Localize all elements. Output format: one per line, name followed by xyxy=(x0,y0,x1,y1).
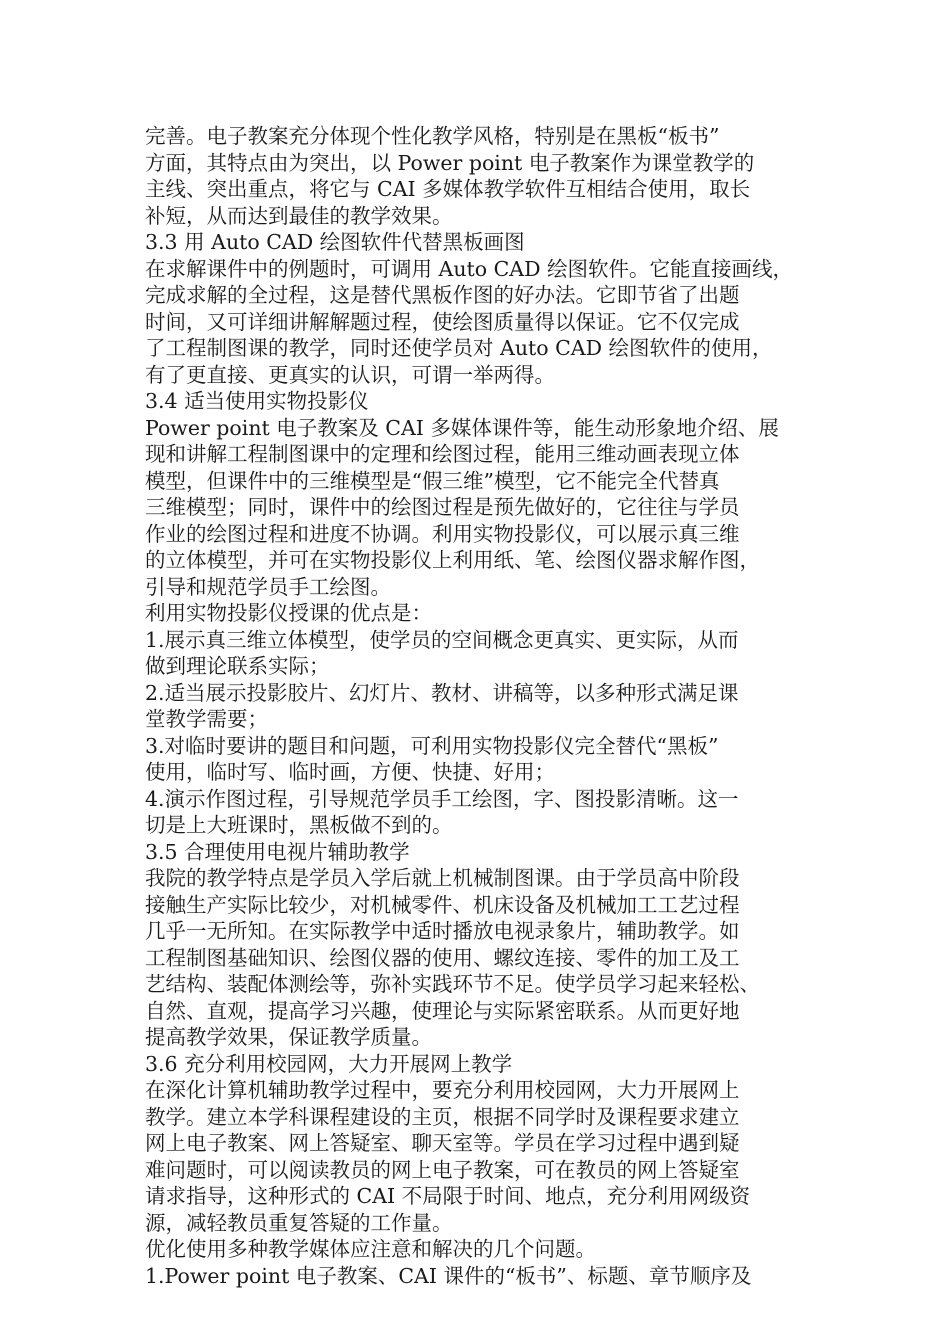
text-line: 源，减轻教员重复答疑的工作量。 xyxy=(145,1210,453,1235)
list-item: 1.展示真三维立体模型，使学员的空间概念更真实、更实际，从而 xyxy=(145,627,739,652)
text-line: 主线、突出重点，将它与 CAI 多媒体教学软件互相结合使用，取长 xyxy=(145,177,751,201)
text-line: 在深化计算机辅助教学过程中，要充分利用校园网，大力开展网上 xyxy=(145,1078,740,1102)
text-line: 在求解课件中的例题时，可调用 Auto CAD 绘图软件。它能直接画线， xyxy=(145,256,794,281)
text-line: 作业的绘图过程和进度不协调。利用实物投影仪，可以展示真三维 xyxy=(145,521,740,546)
text-line: 完成求解的全过程，这是替代黑板作图的好办法。它即节省了出题 xyxy=(145,283,740,307)
text-line: 模型，但课件中的三维模型是“假三维”模型，它不能完全代替真 xyxy=(145,468,720,493)
text-line: 工程制图基础知识、绘图仪器的使用、螺纹连接、零件的加工及工 xyxy=(145,945,740,970)
text-line: 请求指导，这种形式的 CAI 不局限于时间、地点，充分利用网级资 xyxy=(145,1184,751,1208)
text-line: Power point 电子教案及 CAI 多媒体课件等，能生动形象地介绍、展 xyxy=(145,415,779,440)
document-body xyxy=(145,123,817,1289)
text-line: 时间，又可详细讲解解题过程，使绘图质量得以保证。它不仅完成 xyxy=(145,309,740,334)
section-heading: 3.5 合理使用电视片辅助教学 xyxy=(145,839,410,864)
text-line: 做到理论联系实际； xyxy=(145,654,330,678)
text-line: 利用实物投影仪授课的优点是： xyxy=(145,601,432,625)
section-heading: 3.6 充分利用校园网，大力开展网上教学 xyxy=(145,1051,513,1076)
text-line: 接触生产实际比较少，对机械零件、机床设备及机械加工工艺过程 xyxy=(145,892,740,917)
text-line: 使用，临时写、临时画，方便、快捷、好用； xyxy=(145,760,555,784)
text-line: 艺结构、装配体测绘等，弥补实践环节不足。使学员学习起来轻松、 xyxy=(145,972,760,996)
text-line: 引导和规范学员手工绘图。 xyxy=(145,574,391,599)
text-line: 方面，其特点由为突出，以 Power point 电子教案作为课堂教学的 xyxy=(145,150,755,175)
list-item: 1.Power point 电子教案、CAI 课件的“板书”、标题、章节顺序及 xyxy=(145,1263,752,1288)
text-line: 自然、直观，提高学习兴趣，使理论与实际紧密联系。从而更好地 xyxy=(145,998,740,1023)
section-heading: 3.4 适当使用实物投影仪 xyxy=(145,389,369,413)
text-line: 补短，从而达到最佳的教学效果。 xyxy=(145,203,453,228)
text-line: 三维模型；同时，课件中的绘图过程是预先做好的，它往往与学员 xyxy=(145,495,740,519)
list-item: 4.演示作图过程，引导规范学员手工绘图，字、图投影清晰。这一 xyxy=(145,786,739,811)
section-heading: 3.3 用 Auto CAD 绘图软件代替黑板画图 xyxy=(145,230,525,254)
text-line: 了工程制图课的教学，同时还使学员对 Auto CAD 绘图软件的使用， xyxy=(145,336,773,360)
text-line: 堂教学需要； xyxy=(145,707,268,731)
text-line: 切是上大班课时，黑板做不到的。 xyxy=(145,813,453,837)
text-line: 现和讲解工程制图课中的定理和绘图过程，能用三维动画表现立体 xyxy=(145,442,740,466)
text-line: 的立体模型，并可在实物投影仪上利用纸、笔、绘图仪器求解作图， xyxy=(145,548,760,572)
text-line: 有了更直接、更真实的认识，可谓一举两得。 xyxy=(145,362,555,387)
text-line: 优化使用多种教学媒体应注意和解决的几个问题。 xyxy=(145,1237,596,1261)
text-line: 难问题时，可以阅读教员的网上电子教案，可在教员的网上答疑室 xyxy=(145,1157,740,1182)
text-line: 网上电子教案、网上答疑室、聊天室等。学员在学习过程中遇到疑 xyxy=(145,1131,740,1155)
text-line: 几乎一无所知。在实际教学中适时播放电视录象片，辅助教学。如 xyxy=(145,919,740,943)
list-item: 3.对临时要讲的题目和问题，可利用实物投影仪完全替代“黑板” xyxy=(145,733,719,758)
text-line: 我院的教学特点是学员入学后就上机械制图课。由于学员高中阶段 xyxy=(145,866,740,890)
text-line: 完善。电子教案充分体现个性化教学风格，特别是在黑板“板书” xyxy=(145,124,720,148)
text-line: 提高教学效果，保证教学质量。 xyxy=(145,1025,432,1049)
list-item: 2.适当展示投影胶片、幻灯片、教材、讲稿等，以多种形式满足课 xyxy=(145,680,739,705)
text-line: 教学。建立本学科课程建设的主页，根据不同学时及课程要求建立 xyxy=(145,1104,740,1129)
